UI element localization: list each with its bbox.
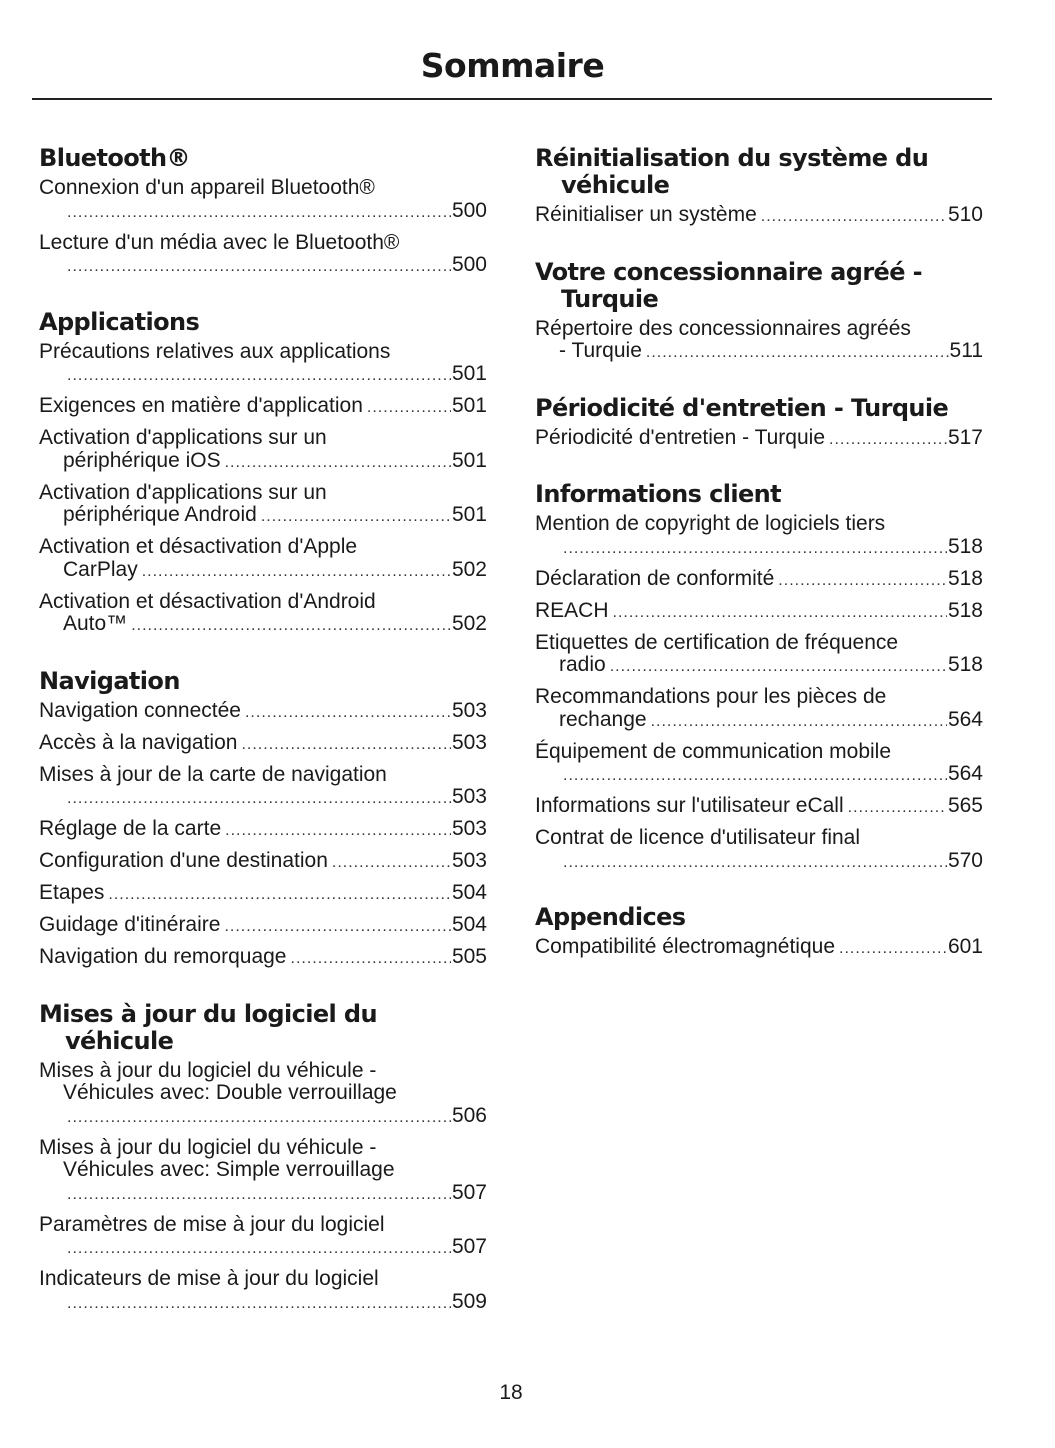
dot-leader (241, 734, 450, 757)
entry-page-number: 502 (451, 557, 487, 581)
dot-leader (224, 916, 451, 939)
dot-leader (225, 820, 451, 843)
dot-leader (67, 1293, 451, 1316)
toc-section-reinitialisation-du-systeme-du-vehicule (535, 145, 983, 229)
toc-entry[interactable] (39, 914, 487, 939)
toc-entry[interactable] (535, 427, 983, 452)
toc-entry[interactable] (39, 536, 487, 583)
entry-page-number: 601 (947, 935, 983, 958)
toc-section-mises-a-jour-du-logiciel-du-vehicule (39, 1001, 487, 1316)
dot-leader (67, 1107, 451, 1130)
toc-section-navigation (39, 668, 487, 971)
toc-entry[interactable] (535, 568, 983, 593)
section-heading: Réinitialisation du système du véhicule (535, 144, 929, 199)
entry-title: Mention de copyright de logiciels tiers (535, 512, 886, 535)
toc-entry[interactable] (535, 936, 983, 961)
entry-title: Équipement de communication mobile (535, 739, 892, 763)
entry-title: Activation d'applications sur un (39, 426, 327, 449)
entry-title: Périodicité d'entretien - Turquie (535, 425, 826, 449)
dot-leader (839, 938, 947, 961)
toc-entry[interactable] (535, 204, 983, 229)
dot-leader (651, 711, 947, 734)
entry-title: Activation et désactivation d'Apple (39, 535, 358, 558)
entry-title: Activation et désactivation d'Android (39, 589, 376, 613)
entry-title: Contrat de licence d'utilisateur final (535, 826, 861, 849)
entry-title-continued: rechange (559, 707, 647, 731)
toc-entry[interactable] (39, 700, 487, 725)
entry-title: Navigation du remorquage (39, 945, 287, 968)
dot-leader (829, 429, 947, 452)
toc-section-appendices (535, 904, 983, 961)
dot-leader (332, 852, 451, 875)
entry-page-number: 518 (947, 534, 983, 558)
dot-leader (613, 602, 947, 625)
entry-page-number: 565 (947, 794, 983, 817)
entry-page-number: 500 (451, 253, 487, 276)
entry-title: Recommandations pour les pièces de (535, 685, 887, 708)
dot-leader (563, 765, 947, 788)
section-heading: Informations client (535, 480, 782, 508)
toc-entry[interactable] (535, 827, 983, 874)
entry-page-number: 564 (947, 762, 983, 785)
dot-leader (778, 570, 947, 593)
toc-entry[interactable] (535, 795, 983, 820)
dot-leader (67, 1184, 451, 1207)
dot-leader (261, 506, 451, 529)
entry-title: Accès à la navigation (39, 730, 238, 754)
section-heading: Périodicité d'entretien - Turquie (535, 393, 949, 422)
entry-title: Réglage de la carte (39, 817, 222, 840)
toc-entry[interactable] (535, 632, 983, 679)
entry-title: Déclaration de conformité (535, 566, 775, 590)
toc-entry[interactable] (535, 741, 983, 788)
dot-leader (67, 1238, 451, 1261)
entry-title-continued: périphérique iOS (63, 448, 221, 472)
toc-entry[interactable] (39, 591, 487, 638)
dot-leader (131, 615, 451, 638)
entry-page-number: 504 (451, 913, 487, 936)
toc-section-bluetooth (39, 145, 487, 279)
toc-entry[interactable] (535, 686, 983, 733)
toc-right-column (535, 145, 983, 991)
toc-entry[interactable] (535, 513, 983, 560)
entry-page-number: 506 (451, 1103, 487, 1127)
section-heading: Mises à jour du logiciel du véhicule (39, 999, 377, 1055)
entry-page-number: 518 (947, 653, 983, 676)
entry-page-number: 509 (451, 1289, 487, 1313)
entry-title-continued: Auto™ (63, 612, 128, 635)
dot-leader (367, 397, 451, 420)
entry-title-continued: Véhicules avec: Simple verrouillage (63, 1158, 395, 1181)
entry-page-number: 570 (947, 848, 983, 872)
entry-page-number: 518 (947, 598, 983, 622)
entry-title: Répertoire des concessionnaires agréés (535, 316, 911, 340)
toc-section-informations-client (535, 481, 983, 874)
entry-page-number: 504 (451, 881, 487, 904)
toc-section-applications (39, 309, 487, 638)
toc-left-column (39, 145, 487, 1345)
dot-leader (67, 202, 451, 225)
entry-title: Compatibilité électromagnétique (535, 935, 835, 958)
entry-title: Activation d'applications sur un (39, 480, 327, 504)
entry-title: Mises à jour du logiciel du véhicule - (39, 1058, 377, 1082)
entry-page-number: 503 (451, 730, 487, 754)
entry-page-number: 507 (451, 1180, 487, 1204)
entry-page-number: 564 (947, 707, 983, 731)
dot-leader (67, 365, 451, 388)
entry-page-number: 503 (451, 698, 487, 722)
entry-title: Guidage d'itinéraire (39, 913, 221, 936)
entry-title-continued: CarPlay (63, 557, 138, 581)
entry-title: Réinitialiser un système (535, 203, 757, 226)
dot-leader (225, 452, 451, 475)
entry-page-number: 517 (947, 425, 983, 449)
entry-title: Connexion d'un appareil Bluetooth® (39, 176, 375, 199)
section-heading: Applications (39, 307, 200, 336)
entry-page-number: 511 (949, 339, 983, 362)
dot-leader (610, 656, 947, 679)
entry-title-continued: périphérique Android (63, 503, 257, 526)
entry-title: Lecture d'un média avec le Bluetooth® (39, 230, 400, 254)
toc-section-periodicite-d-entretien-turquie (535, 395, 983, 452)
dot-leader (761, 206, 947, 229)
entry-page-number: 510 (947, 203, 983, 226)
toc-entry[interactable] (39, 427, 487, 474)
entry-title: Exigences en matière d'application (39, 394, 363, 417)
section-heading: Navigation (39, 666, 180, 695)
dot-leader (67, 256, 451, 279)
section-heading: Bluetooth® (39, 144, 190, 172)
entry-title-continued: - Turquie (559, 339, 642, 362)
entry-title: Etiquettes de certification de fréquence (535, 630, 899, 654)
toc-entry[interactable] (39, 764, 487, 811)
entry-title: Etapes (39, 881, 105, 904)
toc-entry[interactable] (39, 177, 487, 224)
toc-entry[interactable] (39, 1137, 487, 1207)
dot-leader (646, 342, 949, 365)
section-heading: Appendices (535, 903, 686, 931)
entry-page-number: 501 (451, 394, 487, 417)
entry-page-number: 503 (451, 849, 487, 872)
entry-title: Précautions relatives aux applications (39, 339, 391, 363)
entry-title: Configuration d'une destination (39, 849, 328, 872)
entry-page-number: 503 (451, 817, 487, 840)
entry-page-number: 503 (451, 785, 487, 808)
toc-entry[interactable] (535, 600, 983, 625)
dot-leader (291, 948, 451, 971)
page-number: 18 (499, 1381, 523, 1404)
dot-leader (108, 884, 451, 907)
dot-leader (848, 797, 947, 820)
toc-entry[interactable] (39, 732, 487, 757)
entry-title: Mises à jour du logiciel du véhicule - (39, 1135, 377, 1159)
page-title: Sommaire (420, 46, 605, 85)
toc-entry[interactable] (39, 1060, 487, 1130)
entry-title: Mises à jour de la carte de navigation (39, 762, 387, 786)
dot-leader (67, 788, 451, 811)
toc-entry[interactable] (39, 818, 487, 843)
toc-entry[interactable] (39, 482, 487, 529)
toc-entry[interactable] (39, 341, 487, 388)
toc-entry[interactable] (39, 850, 487, 875)
entry-page-number: 502 (451, 612, 487, 635)
title-divider (32, 98, 992, 100)
entry-title: Informations sur l'utilisateur eCall (535, 794, 844, 817)
dot-leader (245, 702, 451, 725)
toc-entry[interactable] (39, 232, 487, 279)
toc-entry[interactable] (39, 395, 487, 420)
entry-page-number: 501 (451, 448, 487, 472)
entry-title: Navigation connectée (39, 698, 241, 722)
toc-entry[interactable] (39, 882, 487, 907)
dot-leader (142, 561, 451, 584)
entry-title: Paramètres de mise à jour du logiciel (39, 1212, 385, 1236)
entry-page-number: 518 (947, 566, 983, 590)
dot-leader (563, 538, 947, 561)
toc-entry[interactable] (39, 1268, 487, 1315)
entry-title: REACH (535, 598, 609, 622)
toc-section-votre-concessionnaire-agree-turquie (535, 259, 983, 365)
toc-entry[interactable] (39, 946, 487, 971)
section-heading: Votre concessionnaire agréé - Turquie (535, 257, 923, 313)
entry-page-number: 501 (451, 362, 487, 385)
entry-title: Indicateurs de mise à jour du logiciel (39, 1267, 379, 1290)
entry-title-continued: Véhicules avec: Double verrouillage (63, 1081, 397, 1104)
entry-page-number: 507 (451, 1235, 487, 1258)
entry-page-number: 500 (451, 198, 487, 222)
entry-page-number: 501 (451, 503, 487, 526)
entry-page-number: 505 (451, 945, 487, 968)
toc-entry[interactable] (39, 1214, 487, 1261)
dot-leader (563, 852, 947, 875)
entry-title-continued: radio (559, 653, 606, 676)
toc-entry[interactable] (535, 318, 983, 365)
